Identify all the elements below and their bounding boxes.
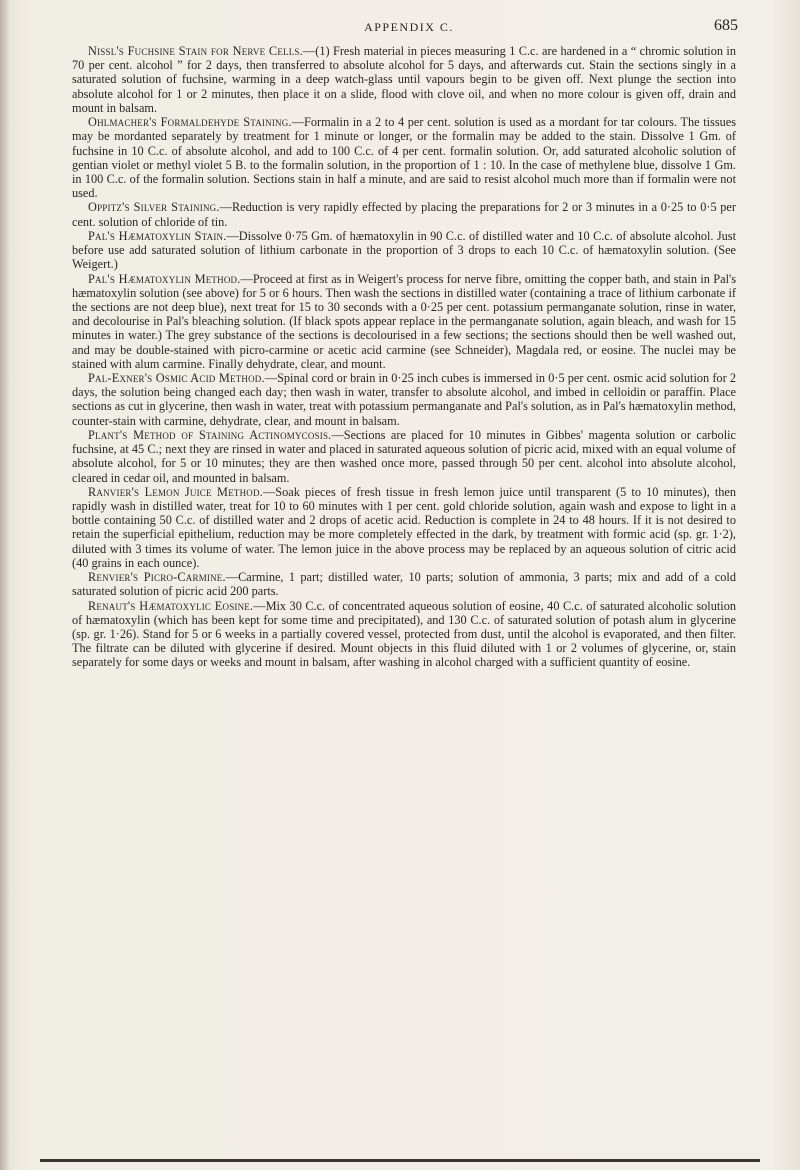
entry-pal-exner-osmic: [72, 371, 736, 428]
entry-ranvier-lemon-juice: [72, 485, 736, 570]
entry-text: —Formalin in a 2 to 4 per cent. solution is used as a mordant for tar colours. The tissues may be mordanted separately by treatment for 1 minute or longer, or the formalin may be added to the stain. Dissolve 1 Gm. of fuchsine in 10 C.c. of absolute alcohol, and add to 100 C.c. of 4 per cent. formalin solution. Or, add saturated alcoholic solution of gentian violet or methyl violet 5 B. to the formalin solution, in the proportion of 1 : 10. In the case of methylene blue, dissolve 1 Gm. in 100 C.c. of the formalin solution. Sections stain in half a minute, and are said to resist alcohol much more than if formalin were not used.: [72, 115, 736, 201]
running-head: APPENDIX C.: [364, 20, 454, 34]
entry-text: —Carmine, 1 part; distilled water, 10 parts; solution of ammonia, 3 parts; mix and add of a cold saturated solution of picric acid 200 parts.: [72, 570, 736, 599]
page-binding-shadow: [0, 0, 10, 1170]
entry-nissl-fuchsine: [72, 44, 736, 115]
entry-heading: Ohlmacher's Formaldehyde Staining.: [88, 115, 292, 130]
page-bottom-edge: [40, 1159, 760, 1162]
entry-text: —Mix 30 C.c. of concentrated aqueous solution of eosine, 40 C.c. of saturated alcoholic solution of hæmatoxylin (which has been kept for some time and precipitated), and 130 C.c. of saturated solution of potash alum in glycerine (sp. gr. 1·26). Stand for 5 or 6 weeks in a partially covered vessel, protected from dust, until the alcohol is evaporated, and then filter. The filtrate can be diluted with glycerine if desired. Mount objects in this fluid diluted with 1 or 2 volumes of glycerine, or, stain separately for some days or weeks and mount in balsam, after washing in alcohol charged with a sufficient quantity of eosine.: [72, 598, 736, 670]
entry-text: —Spinal cord or brain in 0·25 inch cubes is immersed in 0·5 per cent. osmic acid solution for 2 days, the solution being changed each day; then wash in water, transfer to absolute alcohol, and imbed in celloidin or paraffin. Place sections as cut in glycerine, then wash in water, treat with potassium permanganate and Pal's solution, as in Pal's hæmatoxylin method, counter-stain with carmine, dehydrate, clear, and mount in balsam.: [72, 371, 736, 428]
entry-text: —Proceed at first as in Weigert's process for nerve fibre, omitting the copper bath, and stain in Pal's hæmatoxylin solution (see above) for 5 or 6 hours. Then wash the sections in distilled water (containing a trace of lithium carbonate if the sections are not deep blue), next treat for 15 to 30 seconds with a 0·25 per cent. potassium permanganate solution, rinse in water, and decolourise in Pal's bleaching solution. (If black spots appear replace in the permanganate solution, again bleach, and wash for 15 minutes in water.) The grey substance of the sections is decolourised in a few sections; the sections should then be well washed out, and may be double-stained with picro-carmine or acetic acid carmine (see Schneider), Magdala red, or eosine. The nuclei may be stained with alum carmine. Finally dehydrate, clear, and mount.: [72, 271, 736, 371]
page-body: [72, 44, 736, 670]
entry-text: —Sections are placed for 10 minutes in Gibbes' magenta solution or carbolic fuchsine, at 45 C.; next they are rinsed in water and placed in saturated aqueous solution of picric acid, mixed with an equal volume of absolute alcohol, for 5 or 10 minutes; they are then washed once more, passed through 50 per cent. alcohol into absolute alcohol, cleared in cedar oil, and mounted in balsam.: [72, 427, 736, 485]
entry-text: —Soak pieces of fresh tissue in fresh lemon juice until transparent (5 to 10 minutes), then rapidly wash in distilled water, treat for 10 to 60 minutes with 1 per cent. gold chloride solution, again wash and expose to light in a bottle containing 50 C.c. of distilled water and 2 drops of acetic acid. Reduction is complete in 24 to 48 hours. If it is not desired to retain the superficial epithelium, reduction may be more completely effected in the dark, by treatment with formic acid (sp. gr. 1·2), diluted with 3 times its volume of water. The lemon juice in the above process may be replaced by an aqueous solution of citric acid (40 grains in each ounce).: [72, 484, 736, 570]
entry-renaut-eosine: [72, 599, 736, 670]
entry-text: —(1) Fresh material in pieces measuring 1 C.c. are hardened in a “ chromic solution in 70 per cent. alcohol ” for 2 days, then transferred to absolute alcohol for 5 days, and afterwards cut. Stain the sections singly in a saturated solution of fuchsine, warming in a deep watch-glass until vapours begin to be given off. Next plunge the section into absolute alcohol for 1 or 2 minutes, then place it on a slide, flood with clove oil, and when no more colour is given off, drain and mount in balsam.: [72, 44, 736, 115]
entry-heading: Pal's Hæmatoxylin Method.: [88, 271, 241, 286]
entry-renvier-picro-carmine: [72, 570, 736, 598]
entry-pal-haematoxylin-method: [72, 272, 736, 372]
entry-heading: Renaut's Hæmatoxylic Eosine.: [88, 598, 254, 613]
entry-pal-haematoxylin-stain: [72, 229, 736, 272]
entry-heading: Pal's Hæmatoxylin Stain.: [88, 228, 227, 243]
entry-text: —Reduction is very rapidly effected by placing the preparations for 2 or 3 minutes in a 0·25 to 0·5 per cent. solution of chloride of tin.: [72, 200, 736, 229]
entry-text: —Dissolve 0·75 Gm. of hæmatoxylin in 90 C.c. of distilled water and 10 C.c. of absolute alcohol. Just before use add saturated solution of lithium carbonate in the proportion of 3 drops to each 10 C.c. of hæmatoxylin solution. (See Weigert.): [72, 228, 736, 272]
page-number: 685: [714, 17, 738, 34]
entry-heading: Oppitz's Silver Staining.: [88, 200, 220, 215]
entry-heading: Renvier's Picro-Carmine.: [88, 570, 226, 585]
entry-heading: Nissl's Fuchsine Stain for Nerve Cells.: [88, 44, 303, 58]
page-header: [80, 17, 738, 39]
entry-ohlmacher-formaldehyde: [72, 115, 736, 200]
entry-heading: Pal-Exner's Osmic Acid Method.: [88, 371, 265, 386]
entry-heading: Plant's Method of Staining Actinomycosis.: [88, 427, 332, 442]
entry-heading: Ranvier's Lemon Juice Method.: [88, 484, 263, 499]
entry-oppitz-silver: [72, 200, 736, 228]
entry-plant-actinomycosis: [72, 428, 736, 485]
